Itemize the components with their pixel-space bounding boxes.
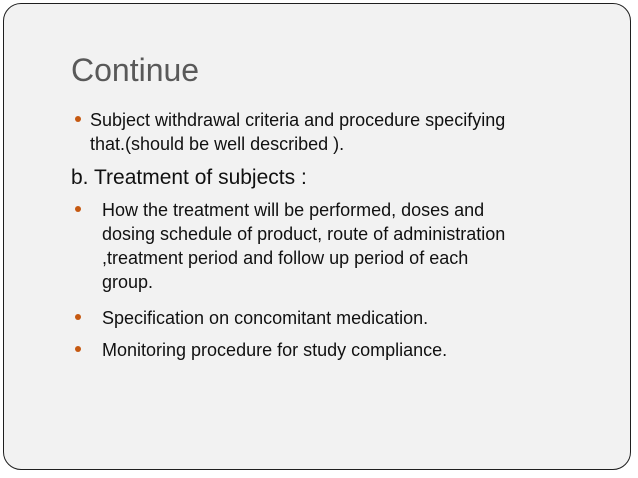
bullet-line: that.(should be well described ). — [90, 134, 345, 154]
bullet-line: ,treatment period and follow up period of each — [102, 248, 469, 268]
bullet-dot-icon — [75, 346, 81, 352]
subheading: b. Treatment of subjects : — [71, 166, 307, 189]
bullet-line: Subject withdrawal criteria and procedure specifying — [90, 110, 506, 130]
bullet-item-treatment — [75, 198, 505, 294]
bullet-line: How the treatment will be performed, doses and — [102, 200, 485, 220]
bullet-text: Monitoring procedure for study compliance. — [102, 340, 448, 360]
bullet-dot-icon — [75, 314, 81, 320]
bullet-line: dosing schedule of product, route of administration — [102, 224, 506, 244]
bullet-text — [102, 198, 505, 294]
bullet-item-compliance — [75, 338, 447, 362]
bullet-item-withdrawal — [75, 108, 505, 156]
bullet-line: group. — [102, 272, 154, 292]
bullet-text: Specification on concomitant medication. — [102, 308, 429, 328]
bullet-dot-icon — [75, 206, 81, 212]
slide-title: Continue — [71, 52, 200, 88]
bullet-item-concomitant — [75, 306, 428, 330]
bullet-dot-icon — [75, 116, 81, 122]
bullet-text — [90, 108, 505, 156]
